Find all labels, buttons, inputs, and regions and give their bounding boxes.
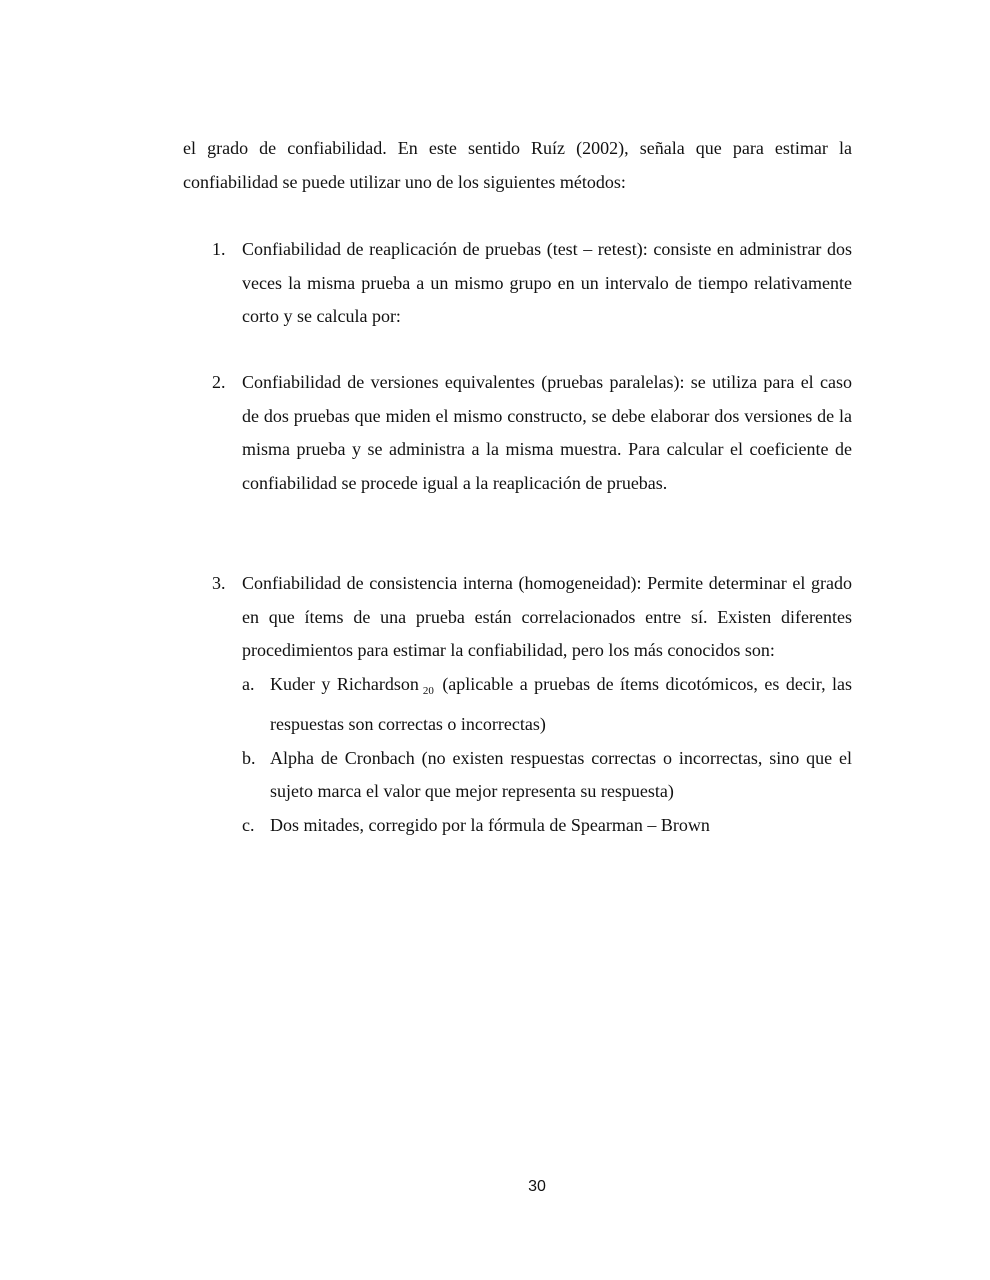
page-number: 30 xyxy=(528,1178,546,1195)
sub-list-marker: c. xyxy=(242,814,255,835)
list-item-2 xyxy=(183,366,852,500)
list-marker: 1. xyxy=(212,239,226,259)
list-item-3 xyxy=(183,567,852,842)
list-marker: 3. xyxy=(212,573,226,593)
sub-item-b xyxy=(242,742,852,809)
sub-list-marker: b. xyxy=(242,747,256,768)
list-item-text: Confiabilidad de versiones equivalentes (pruebas paralelas): se utiliza para el caso de dos pruebas que miden el mismo constructo, se debe elaborar dos versiones de la misma prueba y se administra a la misma muestra. Para calcular el coeficiente de confiabilidad se procede igual a la reaplicación de pruebas. xyxy=(242,372,852,493)
sub-item-text-after: (aplicable a pruebas de ítems dicotómicos, es decir, las respuestas son correctas o incorrectas) xyxy=(270,673,853,734)
list-item-1 xyxy=(183,233,852,334)
sub-item-text: Dos mitades, corregido por la fórmula de Spearman – Brown xyxy=(270,814,710,835)
sub-item-c xyxy=(242,809,852,843)
sub-list-marker: a. xyxy=(242,673,255,694)
subscript: 20 xyxy=(422,684,434,697)
sub-item-text-before: Kuder y Richardson xyxy=(270,673,419,694)
list-marker: 2. xyxy=(212,372,226,392)
list-item-text: Confiabilidad de consistencia interna (homogeneidad): Permite determinar el grado en que ítems de una prueba están correlacionados entre sí. Existen diferentes procedimientos para estimar la confiabilidad, pero los más conocidos son: xyxy=(242,573,852,660)
sub-item-a xyxy=(242,668,852,742)
list-item-text: Confiabilidad de reaplicación de pruebas (test – retest): consiste en administrar dos veces la misma prueba a un mismo grupo en un intervalo de tiempo relativamente corto y se calcula por: xyxy=(242,239,852,326)
intro-paragraph: el grado de confiabilidad. En este sentido Ruíz (2002), señala que para estimar la confiabilidad se puede utilizar uno de los siguientes métodos: xyxy=(183,138,852,192)
sub-list xyxy=(242,668,852,843)
sub-item-text: Alpha de Cronbach (no existen respuestas correctas o incorrectas, sino que el sujeto marca el valor que mejor representa su respuesta) xyxy=(270,747,852,801)
